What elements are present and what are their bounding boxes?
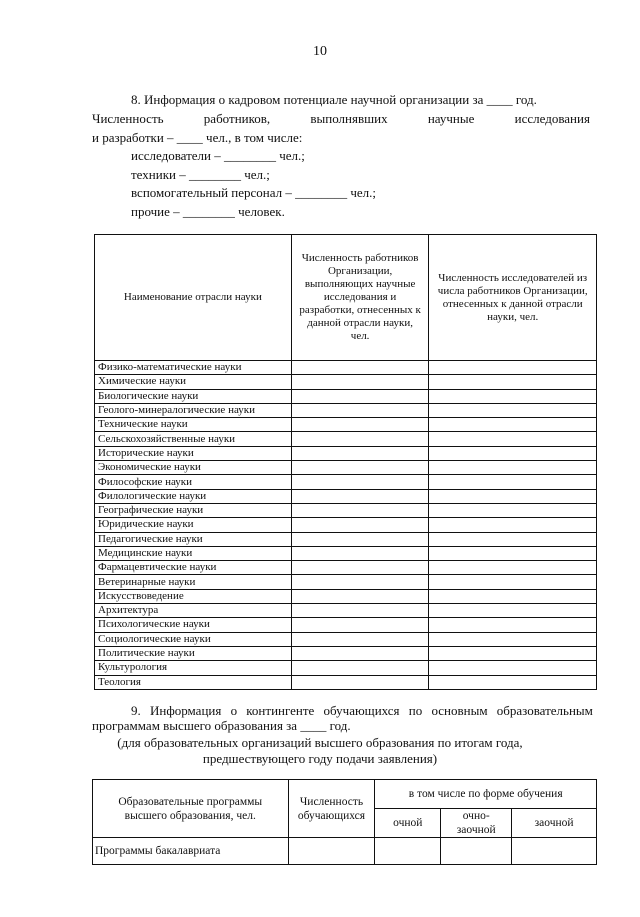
- word: контингенте: [246, 703, 315, 718]
- table-row: [95, 403, 597, 417]
- table-row: [95, 389, 597, 403]
- table-row: [95, 632, 597, 646]
- table-row: [95, 461, 597, 475]
- empty-cell: [291, 589, 429, 603]
- branch-name: Химические науки: [95, 375, 292, 389]
- extramural-header: заочной: [512, 809, 597, 838]
- table-row: [95, 675, 597, 689]
- table-row: [95, 661, 597, 675]
- bachelor-row-label: Программы бакалавриата: [93, 838, 289, 865]
- word: научные: [427, 111, 475, 126]
- students-table: [92, 779, 597, 865]
- empty-cell: [429, 675, 597, 689]
- table-row: [95, 418, 597, 432]
- empty-cell: [291, 418, 429, 432]
- table-row: [95, 618, 597, 632]
- empty-cell: [429, 532, 597, 546]
- branch-name: Сельскохозяйственные науки: [95, 432, 292, 446]
- empty-cell: [429, 518, 597, 532]
- empty-cell: [291, 403, 429, 417]
- branch-name: Филологические науки: [95, 489, 292, 503]
- branch-name: Технические науки: [95, 418, 292, 432]
- empty-cell: [429, 375, 597, 389]
- technicians-line: техники – ________ чел.;: [131, 167, 270, 182]
- empty-cell: [291, 532, 429, 546]
- section8-heading: 8. Информация о кадровом потенциале научной организации за ____ год.: [131, 92, 537, 107]
- empty-cell: [429, 561, 597, 575]
- branch-name: Психологические науки: [95, 618, 292, 632]
- table-row: [95, 589, 597, 603]
- empty-cell: [429, 618, 597, 632]
- empty-cell: [429, 389, 597, 403]
- branch-name: Ветеринарные науки: [95, 575, 292, 589]
- table-row: [95, 575, 597, 589]
- empty-cell: [429, 604, 597, 618]
- full-time-header: очной: [375, 809, 441, 838]
- empty-cell: [429, 646, 597, 660]
- branch-name: Теология: [95, 675, 292, 689]
- section9-note1: (для образовательных организаций высшего образования по итогам года,: [117, 735, 523, 750]
- section8-line1: [92, 111, 590, 127]
- branch-name: Биологические науки: [95, 389, 292, 403]
- table-row: [95, 518, 597, 532]
- branch-name: Геолого-минералогические науки: [95, 403, 292, 417]
- table-row: [95, 503, 597, 517]
- empty-cell: [429, 575, 597, 589]
- empty-cell: [291, 489, 429, 503]
- empty-cell: [291, 575, 429, 589]
- branch-name: Архитектура: [95, 604, 292, 618]
- col-branch-header: Наименование отрасли науки: [95, 235, 292, 361]
- empty-cell: [429, 432, 597, 446]
- empty-cell: [441, 838, 512, 865]
- empty-cell: [291, 446, 429, 460]
- empty-cell: [291, 361, 429, 375]
- word: основным: [431, 703, 488, 718]
- table-row: [95, 646, 597, 660]
- empty-cell: [291, 632, 429, 646]
- word: о: [230, 703, 238, 718]
- empty-cell: [291, 432, 429, 446]
- empty-cell: [429, 489, 597, 503]
- word: выполнявших: [310, 111, 388, 126]
- empty-cell: [429, 589, 597, 603]
- science-branches-table: [94, 234, 597, 690]
- branch-name: Экономические науки: [95, 461, 292, 475]
- researchers-line: исследователи – ________ чел.;: [131, 148, 305, 163]
- empty-cell: [291, 604, 429, 618]
- branch-name: Фармацевтические науки: [95, 561, 292, 575]
- word: Численность: [92, 111, 164, 126]
- col-employees-header: Численность работников Организации, выполняющих научные исследования и разработки, отнесенных к данной отрасли науки, чел.: [291, 235, 429, 361]
- branch-name: Медицинские науки: [95, 546, 292, 560]
- empty-cell: [291, 675, 429, 689]
- students-count-header: Численность обучающихся: [288, 780, 375, 838]
- table-row: [95, 604, 597, 618]
- branch-name: Исторические науки: [95, 446, 292, 460]
- word: работников,: [203, 111, 271, 126]
- table-row: [95, 475, 597, 489]
- word: по: [408, 703, 423, 718]
- section9-line2: программам высшего образования за ____ год.: [92, 718, 351, 733]
- table-row: [95, 361, 597, 375]
- word: 9.: [131, 703, 141, 718]
- branch-name: Искусствоведение: [95, 589, 292, 603]
- empty-cell: [429, 632, 597, 646]
- branch-name: Юридические науки: [95, 518, 292, 532]
- word: образовательным: [496, 703, 593, 718]
- word: исследования: [514, 111, 590, 126]
- programs-header: Образовательные программы высшего образования, чел.: [93, 780, 289, 838]
- word: обучающихся: [323, 703, 400, 718]
- table-row: [95, 532, 597, 546]
- empty-cell: [291, 461, 429, 475]
- empty-cell: [291, 646, 429, 660]
- empty-cell: [291, 375, 429, 389]
- empty-cell: [429, 403, 597, 417]
- empty-cell: [429, 475, 597, 489]
- table-row: [95, 489, 597, 503]
- section8-line2: и разработки – ____ чел., в том числе:: [92, 130, 303, 145]
- study-form-header: в том числе по форме обучения: [375, 780, 597, 809]
- empty-cell: [429, 661, 597, 675]
- empty-cell: [291, 618, 429, 632]
- empty-cell: [429, 418, 597, 432]
- empty-cell: [291, 561, 429, 575]
- others-line: прочие – ________ человек.: [131, 204, 285, 219]
- branch-name: Политические науки: [95, 646, 292, 660]
- empty-cell: [375, 838, 441, 865]
- section9-note2: предшествующего году подачи заявления): [202, 751, 438, 766]
- table-row: [95, 546, 597, 560]
- branch-name: Педагогические науки: [95, 532, 292, 546]
- table-row: [95, 432, 597, 446]
- empty-cell: [429, 503, 597, 517]
- word: Информация: [149, 703, 222, 718]
- empty-cell: [291, 661, 429, 675]
- empty-cell: [429, 461, 597, 475]
- empty-cell: [512, 838, 597, 865]
- empty-cell: [291, 518, 429, 532]
- empty-cell: [429, 361, 597, 375]
- page-number: 10: [313, 44, 327, 59]
- empty-cell: [429, 446, 597, 460]
- support-staff-line: вспомогательный персонал – ________ чел.;: [131, 185, 377, 200]
- empty-cell: [291, 389, 429, 403]
- col-researchers-header: Численность исследователей из числа работников Организации, отнесенных к данной отрасли науки, чел.: [429, 235, 597, 361]
- part-time-header: очно-заочной: [441, 809, 512, 838]
- table-row: [95, 446, 597, 460]
- branch-name: Физико-математические науки: [95, 361, 292, 375]
- branch-name: Социологические науки: [95, 632, 292, 646]
- empty-cell: [429, 546, 597, 560]
- branch-name: Философские науки: [95, 475, 292, 489]
- section9-line1: [131, 703, 593, 719]
- empty-cell: [291, 475, 429, 489]
- table-row: [95, 375, 597, 389]
- branch-name: Культурология: [95, 661, 292, 675]
- empty-cell: [288, 838, 375, 865]
- branch-name: Географические науки: [95, 503, 292, 517]
- empty-cell: [291, 546, 429, 560]
- empty-cell: [291, 503, 429, 517]
- table-row: [95, 561, 597, 575]
